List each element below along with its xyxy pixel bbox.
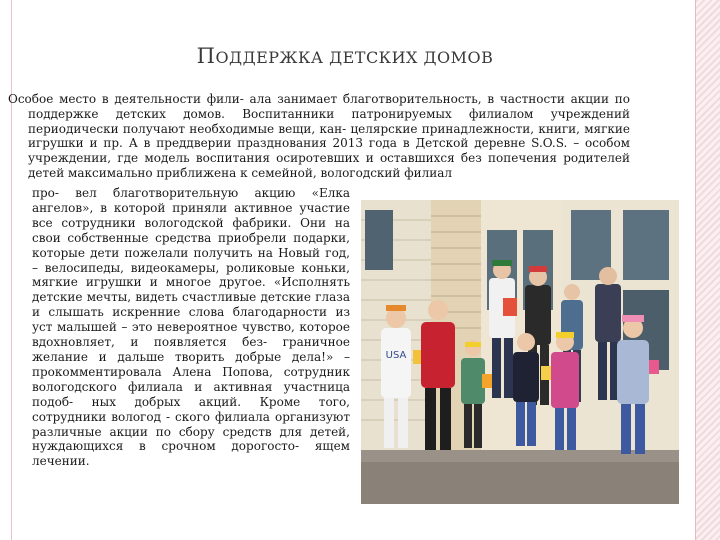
children-group-photo xyxy=(361,200,679,504)
shirt-text: USA xyxy=(385,350,407,361)
decorative-right-border xyxy=(696,0,720,540)
slide-title xyxy=(0,44,690,68)
slide-title-rest: ОДДЕРЖКА ДЕТСКИХ ДОМОВ xyxy=(215,48,494,67)
slide-title-initial: П xyxy=(196,44,216,68)
intro-paragraph xyxy=(8,92,630,181)
left-margin-rule xyxy=(11,0,12,540)
text-column xyxy=(32,186,350,469)
intro-text: Особое место в деятельности фили- ала занимает благотворительность, в частности акции по поддержке детских домов. Воспитанники патронируемых филиалом учреждений периодически получают необходимые вещи, кан- целярские принадлежности, книги, мягкие игрушки и пр. А в преддверии празднования 2013 года в Детской деревне S.O.S. – особом учреждении, где модель воспитания осиротевших и оставшихся без попечения родителей детей максимально приближена к семейной, вологодский филиал xyxy=(8,92,630,180)
group-photo xyxy=(361,200,679,504)
column-text: про- вел благотворительную акцию «Елка ангелов», в которой приняли активное участие все сотрудники вологодской фабрики. Они на свои собственные средства приобрели подарки, которые дети пожелали получить на Новый год, – велосипеды, видеокамеры, роликовые коньки, мягкие игрушки и многое другое. «Исполнять детские мечты, видеть счастливые детские глаза и слышать искренние слова благодарности из уст малышей – это невероятное чувство, которое вдохновляет, и появляется без- граничное желание и дальше творить добрые дела!» – прокомментировала Алена Попова, сотрудник вологодского филиала и активная участница подоб- ных добрых акций. Кроме того, сотрудники вологод - ского филиала организуют различные акции по сбору средств для детей, нуждающихся в срочном дорогосто- ящем лечении. xyxy=(32,186,350,469)
